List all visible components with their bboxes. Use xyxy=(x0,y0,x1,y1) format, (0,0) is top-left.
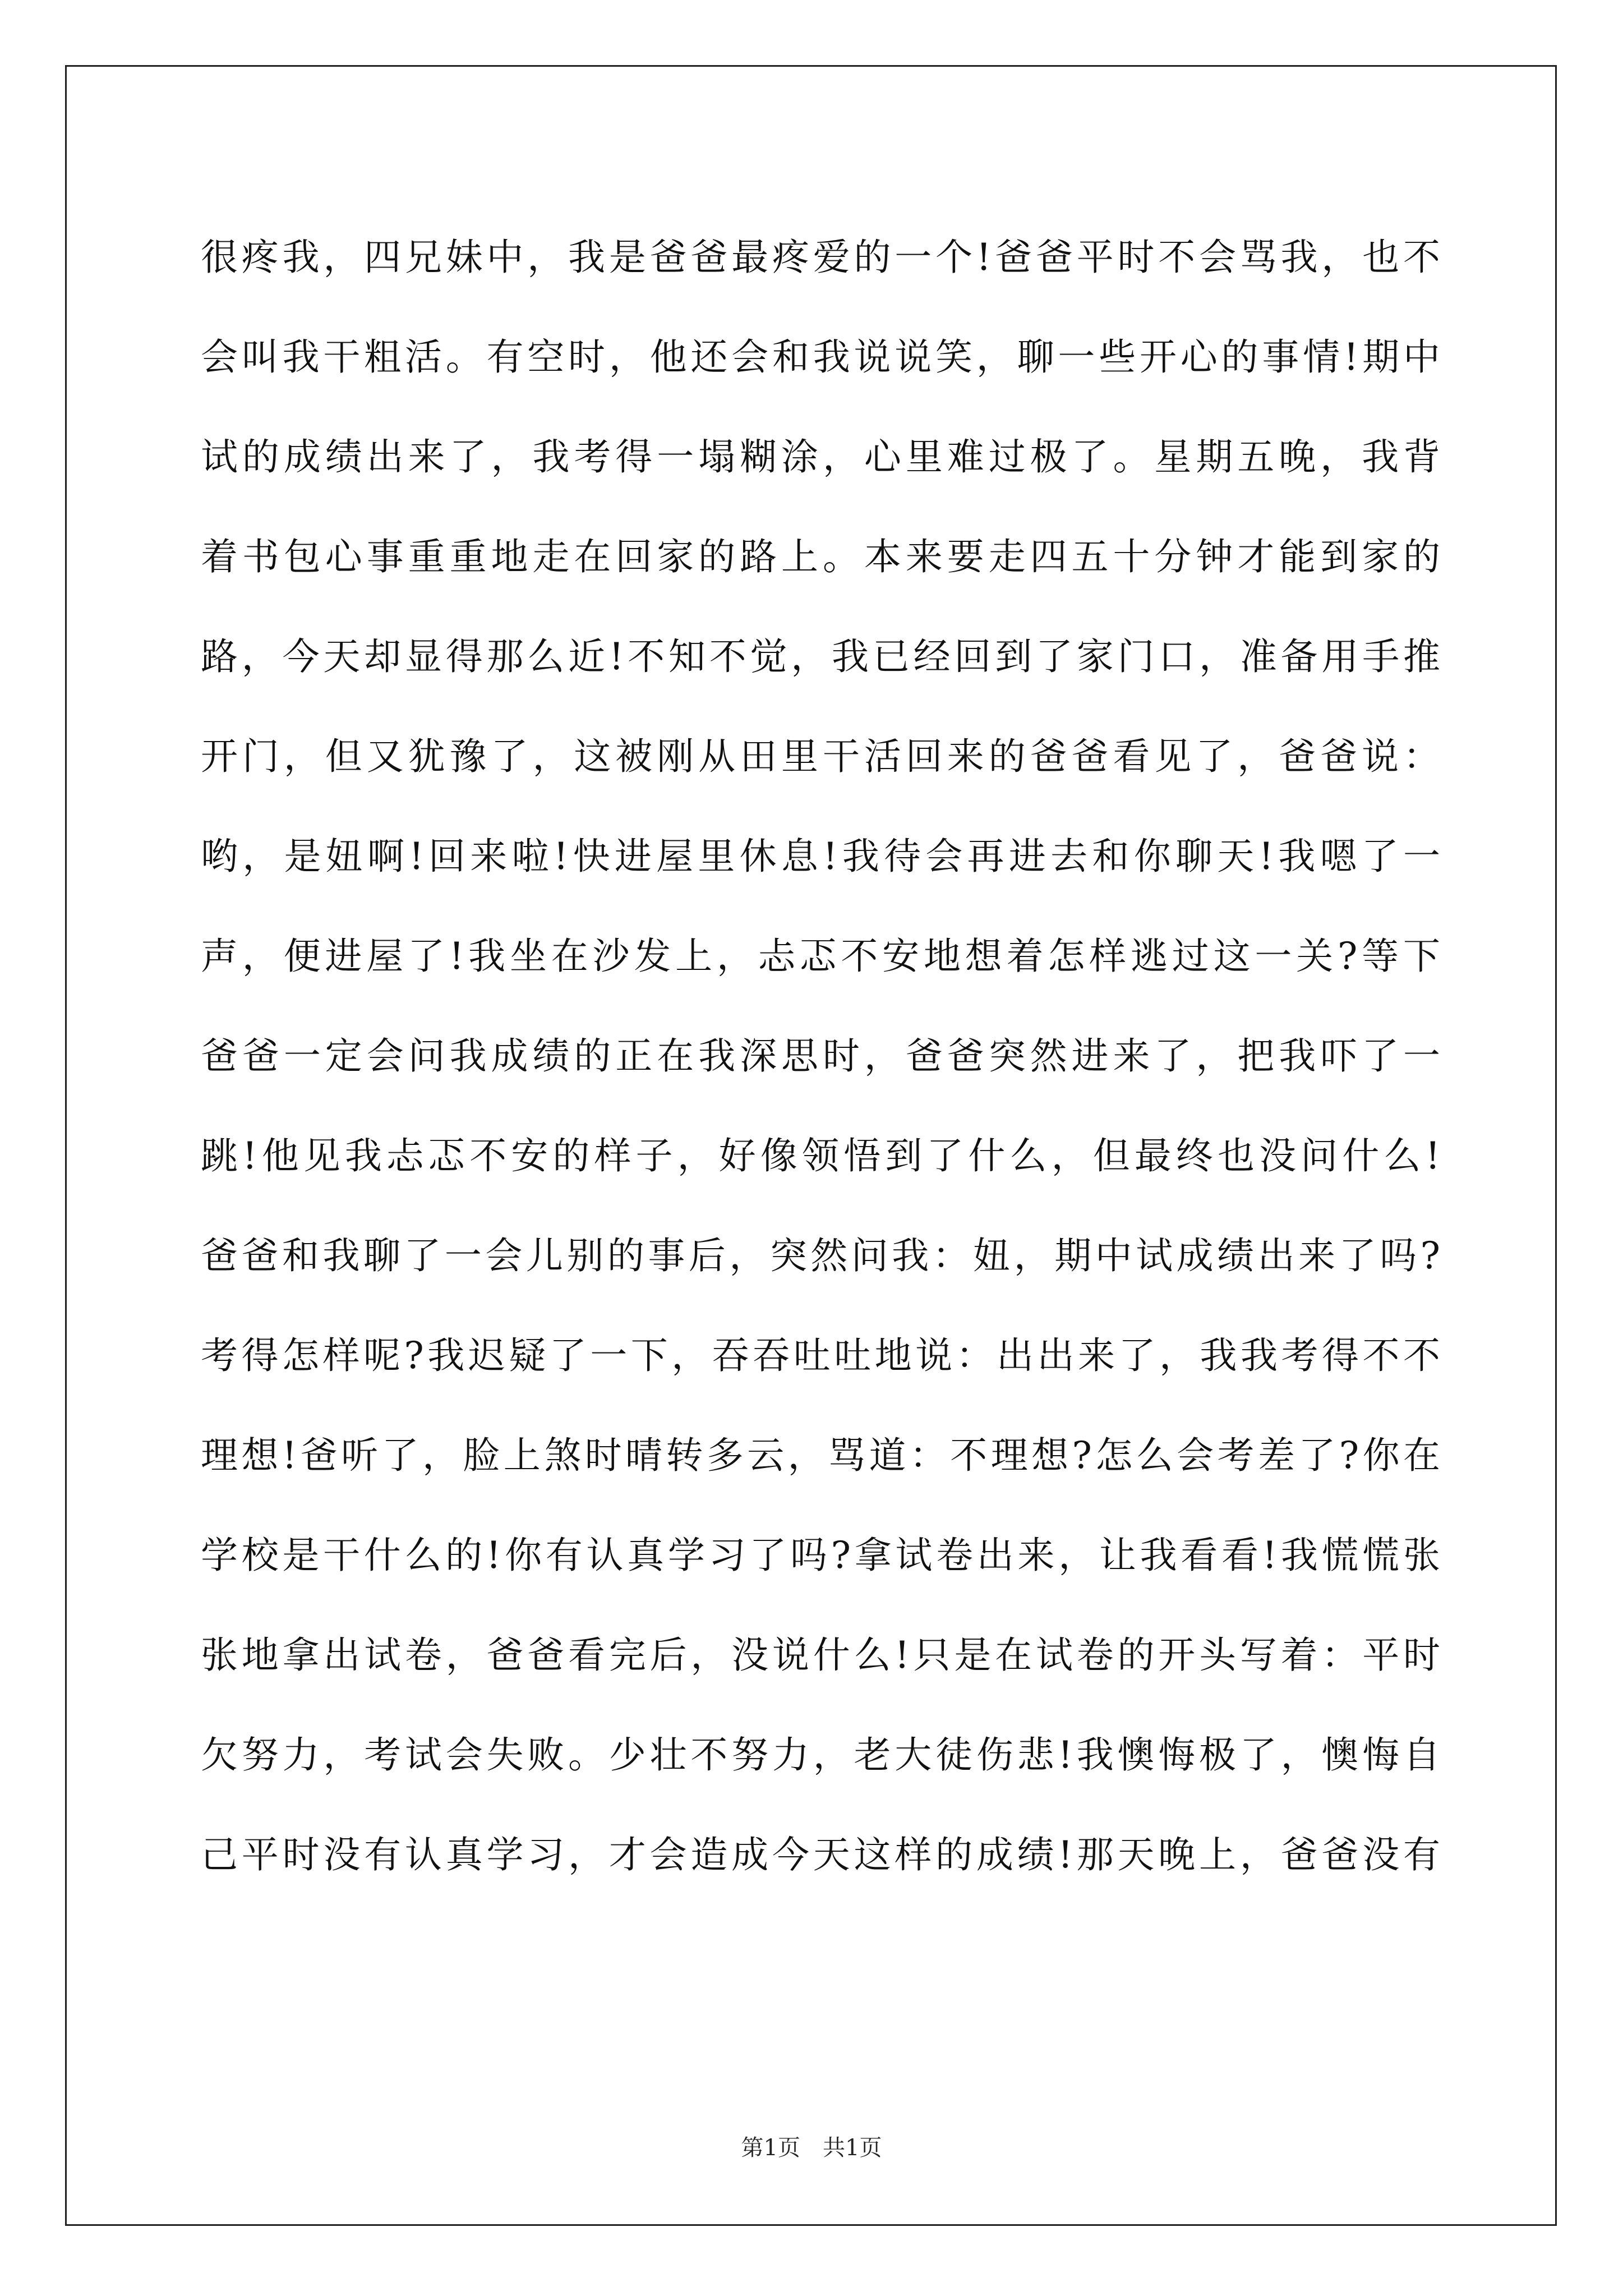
text-line: 开门，但又犹豫了，这被刚从田里干活回来的爸爸看见了，爸爸说： xyxy=(201,735,1440,778)
text-line: 学校是干什么的!你有认真学习了吗?拿试卷出来，让我看看!我慌慌张 xyxy=(201,1534,1440,1577)
text-line: 会叫我干粗活。有空时，他还会和我说说笑，聊一些开心的事情!期中 xyxy=(201,335,1440,379)
body-text xyxy=(201,208,1440,1905)
text-line: 跳!他见我忐忑不安的样子，好像领悟到了什么，但最终也没问什么! xyxy=(201,1134,1440,1177)
text-line: 路，今天却显得那么近!不知不觉，我已经回到了家门口，准备用手推 xyxy=(201,635,1440,678)
text-line: 着书包心事重重地走在回家的路上。本来要走四五十分钟才能到家的 xyxy=(201,535,1440,578)
text-line: 声，便进屋了!我坐在沙发上，忐忑不安地想着怎样逃过这一关?等下 xyxy=(201,935,1440,978)
text-line: 爸爸和我聊了一会儿别的事后，突然问我：妞，期中试成绩出来了吗? xyxy=(201,1234,1440,1277)
text-line: 张地拿出试卷，爸爸看完后，没说什么!只是在试卷的开头写着：平时 xyxy=(201,1634,1440,1677)
text-line: 试的成绩出来了，我考得一塌糊涂，心里难过极了。星期五晚，我背 xyxy=(201,435,1440,478)
text-line: 爸爸一定会问我成绩的正在我深思时，爸爸突然进来了，把我吓了一 xyxy=(201,1034,1440,1078)
text-line: 考得怎样呢?我迟疑了一下，吞吞吐吐地说：出出来了，我我考得不不 xyxy=(201,1334,1440,1377)
text-line: 哟，是妞啊!回来啦!快进屋里休息!我待会再进去和你聊天!我嗯了一 xyxy=(201,835,1440,878)
text-line: 很疼我，四兄妹中，我是爸爸最疼爱的一个!爸爸平时不会骂我，也不 xyxy=(201,236,1440,279)
text-line: 理想!爸听了，脸上煞时晴转多云，骂道：不理想?怎么会考差了?你在 xyxy=(201,1434,1440,1477)
text-line: 己平时没有认真学习，才会造成今天这样的成绩!那天晚上，爸爸没有 xyxy=(201,1833,1440,1876)
page-number-footer: 第1页 共1页 xyxy=(741,2135,882,2161)
text-line: 欠努力，考试会失败。少壮不努力，老大徒伤悲!我懊悔极了，懊悔自 xyxy=(201,1733,1440,1777)
